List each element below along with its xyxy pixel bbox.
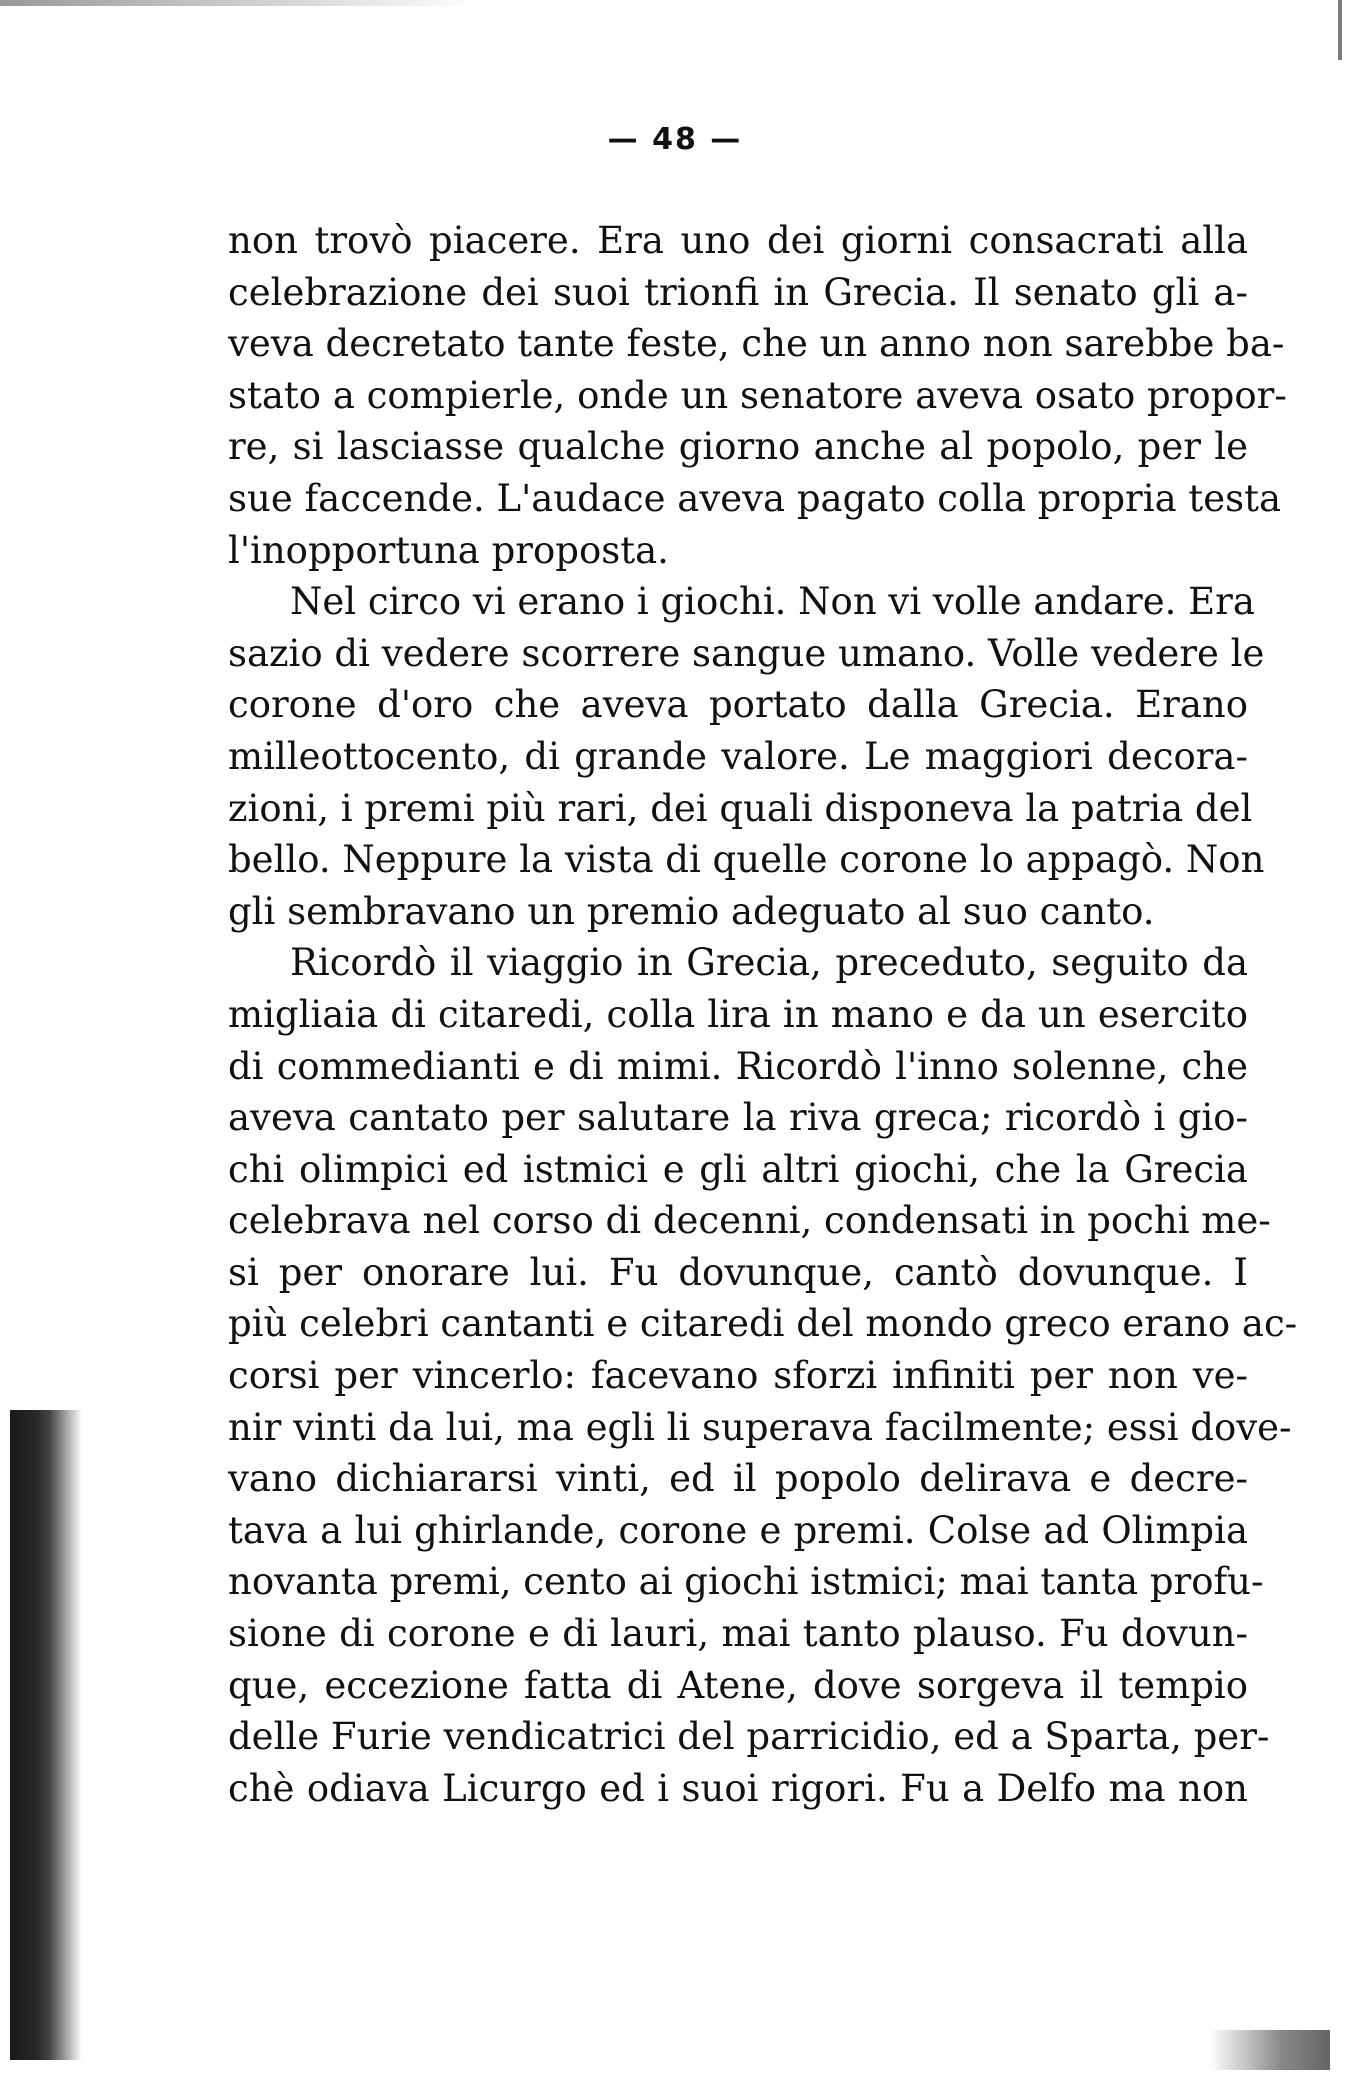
- text-line: chè odiava Licurgo ed i suoi rigori. Fu a Delfo ma non: [228, 1766, 1248, 1810]
- text-line: celebrava nel corso di decenni, condensati in pochi me-: [228, 1199, 1271, 1243]
- text-line: zioni, i premi più rari, dei quali disponeva la patria del: [228, 786, 1253, 830]
- scan-border-right: [1338, 0, 1342, 60]
- text-line: sue faccende. L'audace aveva pagato colla propria testa: [228, 476, 1282, 520]
- text-line: re, si lasciasse qualche giorno anche al popolo, per le: [228, 425, 1248, 469]
- text-line: si per onorare lui. Fu dovunque, cantò dovunque. I: [228, 1250, 1248, 1294]
- text-line: stato a compierle, onde un senatore aveva osato propor-: [228, 373, 1287, 417]
- text-line: veva decretato tante feste, che un anno non sarebbe ba-: [228, 322, 1285, 366]
- scan-border-left: [10, 1410, 82, 2060]
- text-line: Nel circo vi erano i giochi. Non vi volle andare. Era: [290, 580, 1255, 624]
- text-line: celebrazione dei suoi trionfi in Grecia. Il senato gli a-: [228, 270, 1248, 314]
- scan-border-top: [0, 0, 480, 6]
- text-line: bello. Neppure la vista di quelle corone lo appagò. Non: [228, 838, 1265, 882]
- text-line: sazio di vedere scorrere sangue umano. Volle vedere le: [228, 631, 1265, 675]
- text-line: l'inopportuna proposta.: [228, 528, 669, 572]
- text-line: sione di corone e di lauri, mai tanto plauso. Fu dovun-: [228, 1612, 1248, 1656]
- text-line: non trovò piacere. Era uno dei giorni consacrati alla: [228, 219, 1248, 262]
- text-line: delle Furie vendicatrici del parricidio, ed a Sparta, per-: [228, 1715, 1270, 1759]
- text-line: vano dichiararsi vinti, ed il popolo delirava e decre-: [228, 1457, 1248, 1501]
- text-line: migliaia di citaredi, colla lira in mano e da un esercito: [228, 992, 1248, 1036]
- scan-border-corner: [1210, 2030, 1330, 2070]
- text-line: novanta premi, cento ai giochi istmici; mai tanta profu-: [228, 1560, 1264, 1604]
- text-line: di commedianti e di mimi. Ricordò l'inno solenne, che: [228, 1044, 1248, 1088]
- text-line: chi olimpici ed istmici e gli altri giochi, che la Grecia: [228, 1147, 1248, 1191]
- body-text: [228, 215, 1298, 1814]
- page-number: — 48 —: [607, 122, 743, 157]
- text-line: que, eccezione fatta di Atene, dove sorgeva il tempio: [228, 1663, 1248, 1707]
- text-line: corone d'oro che aveva portato dalla Grecia. Erano: [228, 683, 1248, 727]
- text-line: corsi per vincerlo: facevano sforzi infiniti per non ve-: [228, 1354, 1248, 1398]
- text-line: milleottocento, di grande valore. Le maggiori decora-: [228, 734, 1248, 778]
- text-line: tava a lui ghirlande, corone e premi. Colse ad Olimpia: [228, 1508, 1248, 1552]
- text-line: gli sembravano un premio adeguato al suo canto.: [228, 889, 1155, 933]
- text-line: Ricordò il viaggio in Grecia, preceduto, seguito da: [290, 941, 1248, 985]
- text-line: nir vinti da lui, ma egli li superava facilmente; essi dove-: [228, 1405, 1292, 1449]
- text-line: più celebri cantanti e citaredi del mondo greco erano ac-: [228, 1302, 1298, 1346]
- text-line: aveva cantato per salutare la riva greca; ricordò i gio-: [228, 1096, 1248, 1140]
